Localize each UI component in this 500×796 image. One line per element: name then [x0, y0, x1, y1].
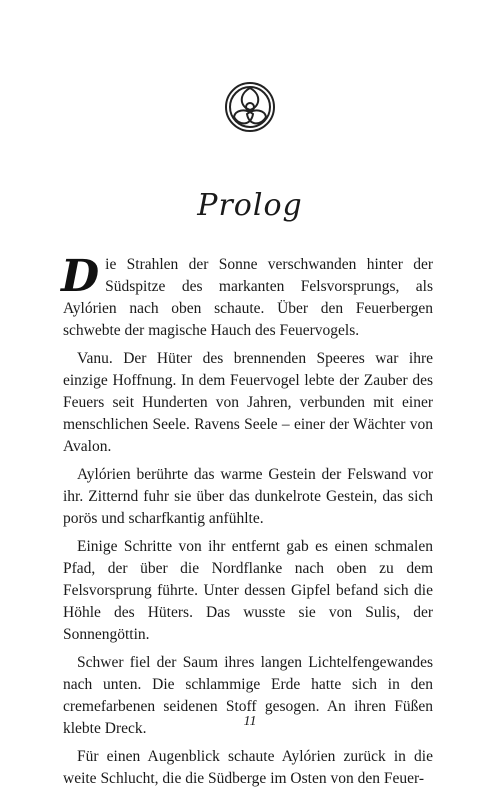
celtic-knot-icon: [223, 80, 277, 134]
paragraph: Die Strahlen der Sonne verschwanden hinter der Südspitze des markanten Felsvorsprungs, als Aylórien nach oben schaute. Über den Feuerbergen schwebte der magische Hauch des Feuervogels.: [61, 251, 433, 339]
page-number: 11: [243, 714, 257, 729]
paragraph: Vanu. Der Hüter des brennenden Speeres war ihre einzige Hoffnung. In dem Feuervogel lebte der Zauber des Feuers seit Hunderten von Jahren, verbunden mit einer menschlichen Seele. Ravens Seele – einer der Wächter von Avalon.: [63, 350, 433, 455]
paragraph: Schwer fiel der Saum ihres langen Lichtelfengewandes nach unten. Die schlammige Erde hatte sich in den cremefarbenen seidenen Stoff gesogen. An ihren Füßen klebte Dreck.: [63, 654, 433, 737]
paragraph: Für einen Augenblick schaute Aylórien zurück in die weite Schlucht, die die Südberge im Osten von den Feuer-: [63, 748, 433, 787]
chapter-title: Prolog: [197, 188, 303, 223]
drop-cap: D: [61, 251, 100, 302]
paragraph: Aylórien berührte das warme Gestein der Felswand vor ihr. Zitternd fuhr sie über das dunkelrote Gestein, das sich porös und scharfkantig anfühlte.: [63, 466, 433, 527]
paragraph: Einige Schritte von ihr entfernt gab es einen schmalen Pfad, der über die Nordflanke nach oben zu dem Felsvorsprung führte. Unter dessen Gipfel befand sich die Höhle des Hüters. Das wusste sie von Sulis, der Sonnengöttin.: [63, 538, 433, 643]
